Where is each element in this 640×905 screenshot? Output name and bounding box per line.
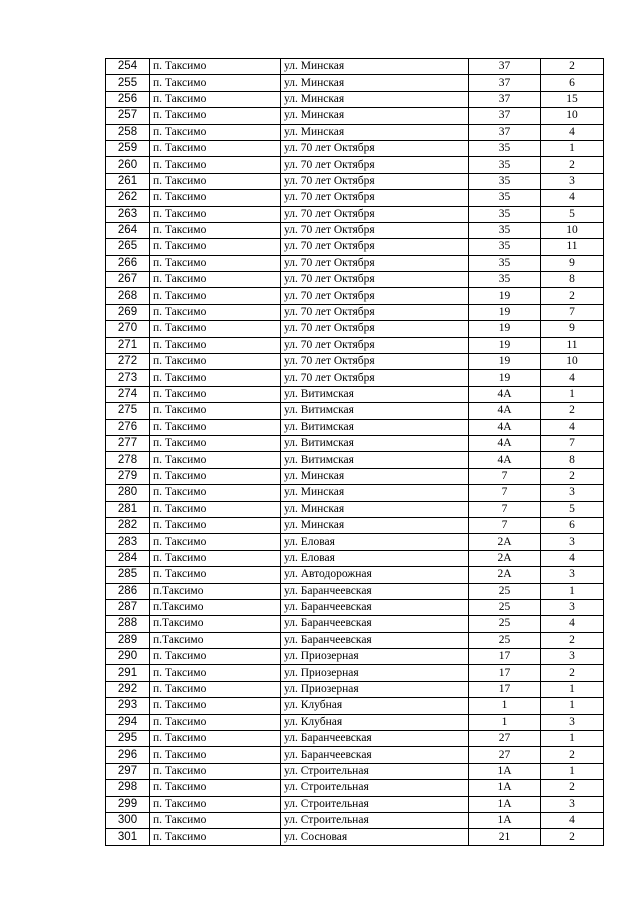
row-number-cell: 281 xyxy=(106,501,150,517)
table-row xyxy=(106,108,604,124)
apartment-number-cell: 6 xyxy=(541,75,604,91)
settlement-cell: п. Таксимо xyxy=(150,386,281,402)
apartment-number-cell: 8 xyxy=(541,452,604,468)
table-row xyxy=(106,501,604,517)
table-row xyxy=(106,747,604,763)
house-number-cell: 35 xyxy=(469,222,541,238)
house-number-cell: 17 xyxy=(469,681,541,697)
street-cell: ул. Приозерная xyxy=(281,681,469,697)
house-number-cell: 19 xyxy=(469,304,541,320)
row-number-cell: 256 xyxy=(106,91,150,107)
house-number-cell: 19 xyxy=(469,321,541,337)
row-number-cell: 286 xyxy=(106,583,150,599)
street-cell: ул. Минская xyxy=(281,91,469,107)
house-number-cell: 2А xyxy=(469,550,541,566)
row-number-cell: 260 xyxy=(106,157,150,173)
settlement-cell: п. Таксимо xyxy=(150,747,281,763)
apartment-number-cell: 7 xyxy=(541,304,604,320)
apartment-number-cell: 3 xyxy=(541,485,604,501)
row-number-cell: 273 xyxy=(106,370,150,386)
settlement-cell: п. Таксимо xyxy=(150,288,281,304)
row-number-cell: 264 xyxy=(106,222,150,238)
settlement-cell: п. Таксимо xyxy=(150,567,281,583)
row-number-cell: 301 xyxy=(106,829,150,845)
apartment-number-cell: 7 xyxy=(541,435,604,451)
settlement-cell: п.Таксимо xyxy=(150,616,281,632)
row-number-cell: 262 xyxy=(106,190,150,206)
house-number-cell: 25 xyxy=(469,599,541,615)
settlement-cell: п.Таксимо xyxy=(150,599,281,615)
table-row xyxy=(106,616,604,632)
apartment-number-cell: 2 xyxy=(541,665,604,681)
row-number-cell: 300 xyxy=(106,812,150,828)
table-row xyxy=(106,583,604,599)
settlement-cell: п. Таксимо xyxy=(150,321,281,337)
apartment-number-cell: 2 xyxy=(541,780,604,796)
settlement-cell: п. Таксимо xyxy=(150,485,281,501)
apartment-number-cell: 3 xyxy=(541,567,604,583)
table-row xyxy=(106,435,604,451)
table-row xyxy=(106,304,604,320)
table-row xyxy=(106,386,604,402)
settlement-cell: п. Таксимо xyxy=(150,550,281,566)
row-number-cell: 280 xyxy=(106,485,150,501)
street-cell: ул. Еловая xyxy=(281,550,469,566)
house-number-cell: 25 xyxy=(469,632,541,648)
apartment-number-cell: 11 xyxy=(541,337,604,353)
table-row xyxy=(106,632,604,648)
street-cell: ул. 70 лет Октября xyxy=(281,157,469,173)
row-number-cell: 285 xyxy=(106,567,150,583)
settlement-cell: п. Таксимо xyxy=(150,272,281,288)
row-number-cell: 295 xyxy=(106,731,150,747)
apartment-number-cell: 1 xyxy=(541,731,604,747)
settlement-cell: п. Таксимо xyxy=(150,649,281,665)
street-cell: ул. Минская xyxy=(281,75,469,91)
apartment-number-cell: 10 xyxy=(541,222,604,238)
street-cell: ул. 70 лет Октября xyxy=(281,304,469,320)
apartment-number-cell: 5 xyxy=(541,501,604,517)
street-cell: ул. Витимская xyxy=(281,403,469,419)
table-row xyxy=(106,731,604,747)
street-cell: ул. Баранчеевская xyxy=(281,747,469,763)
row-number-cell: 279 xyxy=(106,468,150,484)
settlement-cell: п. Таксимо xyxy=(150,468,281,484)
row-number-cell: 292 xyxy=(106,681,150,697)
street-cell: ул. 70 лет Октября xyxy=(281,140,469,156)
settlement-cell: п. Таксимо xyxy=(150,501,281,517)
table-row xyxy=(106,337,604,353)
apartment-number-cell: 1 xyxy=(541,698,604,714)
street-cell: ул. 70 лет Октября xyxy=(281,321,469,337)
table-row xyxy=(106,190,604,206)
street-cell: ул. Клубная xyxy=(281,698,469,714)
house-number-cell: 19 xyxy=(469,370,541,386)
street-cell: ул. Строительная xyxy=(281,812,469,828)
row-number-cell: 255 xyxy=(106,75,150,91)
table-row xyxy=(106,157,604,173)
row-number-cell: 298 xyxy=(106,780,150,796)
settlement-cell: п. Таксимо xyxy=(150,714,281,730)
street-cell: ул. Минская xyxy=(281,468,469,484)
house-number-cell: 17 xyxy=(469,665,541,681)
house-number-cell: 37 xyxy=(469,124,541,140)
settlement-cell: п. Таксимо xyxy=(150,403,281,419)
apartment-number-cell: 5 xyxy=(541,206,604,222)
house-number-cell: 1А xyxy=(469,763,541,779)
table-row xyxy=(106,698,604,714)
house-number-cell: 35 xyxy=(469,272,541,288)
table-row xyxy=(106,321,604,337)
street-cell: ул. 70 лет Октября xyxy=(281,222,469,238)
settlement-cell: п. Таксимо xyxy=(150,190,281,206)
apartment-number-cell: 8 xyxy=(541,272,604,288)
house-number-cell: 7 xyxy=(469,468,541,484)
apartment-number-cell: 2 xyxy=(541,288,604,304)
house-number-cell: 19 xyxy=(469,354,541,370)
house-number-cell: 19 xyxy=(469,337,541,353)
row-number-cell: 268 xyxy=(106,288,150,304)
apartment-number-cell: 1 xyxy=(541,763,604,779)
row-number-cell: 288 xyxy=(106,616,150,632)
settlement-cell: п. Таксимо xyxy=(150,763,281,779)
apartment-number-cell: 3 xyxy=(541,649,604,665)
street-cell: ул. Сосновая xyxy=(281,829,469,845)
table-row xyxy=(106,140,604,156)
street-cell: ул. Минская xyxy=(281,108,469,124)
settlement-cell: п. Таксимо xyxy=(150,222,281,238)
street-cell: ул. 70 лет Октября xyxy=(281,173,469,189)
house-number-cell: 7 xyxy=(469,485,541,501)
row-number-cell: 283 xyxy=(106,534,150,550)
street-cell: ул. Приозерная xyxy=(281,649,469,665)
settlement-cell: п. Таксимо xyxy=(150,124,281,140)
house-number-cell: 35 xyxy=(469,157,541,173)
row-number-cell: 258 xyxy=(106,124,150,140)
row-number-cell: 274 xyxy=(106,386,150,402)
apartment-number-cell: 1 xyxy=(541,140,604,156)
street-cell: ул. Баранчеевская xyxy=(281,599,469,615)
row-number-cell: 290 xyxy=(106,649,150,665)
street-cell: ул. 70 лет Октября xyxy=(281,337,469,353)
house-number-cell: 17 xyxy=(469,649,541,665)
table-row xyxy=(106,419,604,435)
house-number-cell: 25 xyxy=(469,616,541,632)
address-table-body xyxy=(106,59,604,846)
apartment-number-cell: 11 xyxy=(541,239,604,255)
apartment-number-cell: 4 xyxy=(541,370,604,386)
house-number-cell: 4А xyxy=(469,435,541,451)
row-number-cell: 293 xyxy=(106,698,150,714)
street-cell: ул. Баранчеевская xyxy=(281,616,469,632)
table-row xyxy=(106,370,604,386)
street-cell: ул. 70 лет Октября xyxy=(281,239,469,255)
street-cell: ул. Еловая xyxy=(281,534,469,550)
street-cell: ул. Минская xyxy=(281,59,469,75)
apartment-number-cell: 10 xyxy=(541,108,604,124)
row-number-cell: 296 xyxy=(106,747,150,763)
row-number-cell: 257 xyxy=(106,108,150,124)
house-number-cell: 35 xyxy=(469,173,541,189)
settlement-cell: п. Таксимо xyxy=(150,157,281,173)
house-number-cell: 37 xyxy=(469,108,541,124)
settlement-cell: п. Таксимо xyxy=(150,304,281,320)
street-cell: ул. Витимская xyxy=(281,435,469,451)
street-cell: ул. Баранчеевская xyxy=(281,632,469,648)
table-row xyxy=(106,272,604,288)
table-row xyxy=(106,534,604,550)
street-cell: ул. 70 лет Октября xyxy=(281,354,469,370)
street-cell: ул. 70 лет Октября xyxy=(281,206,469,222)
house-number-cell: 35 xyxy=(469,239,541,255)
house-number-cell: 7 xyxy=(469,517,541,533)
row-number-cell: 271 xyxy=(106,337,150,353)
settlement-cell: п. Таксимо xyxy=(150,780,281,796)
house-number-cell: 35 xyxy=(469,190,541,206)
table-row xyxy=(106,763,604,779)
settlement-cell: п. Таксимо xyxy=(150,812,281,828)
house-number-cell: 21 xyxy=(469,829,541,845)
house-number-cell: 1А xyxy=(469,796,541,812)
table-row xyxy=(106,403,604,419)
apartment-number-cell: 2 xyxy=(541,157,604,173)
settlement-cell: п. Таксимо xyxy=(150,108,281,124)
row-number-cell: 294 xyxy=(106,714,150,730)
row-number-cell: 254 xyxy=(106,59,150,75)
table-row xyxy=(106,222,604,238)
table-row xyxy=(106,124,604,140)
row-number-cell: 270 xyxy=(106,321,150,337)
settlement-cell: п. Таксимо xyxy=(150,534,281,550)
table-row xyxy=(106,796,604,812)
apartment-number-cell: 3 xyxy=(541,796,604,812)
apartment-number-cell: 4 xyxy=(541,419,604,435)
street-cell: ул. Минская xyxy=(281,485,469,501)
apartment-number-cell: 3 xyxy=(541,599,604,615)
house-number-cell: 2А xyxy=(469,534,541,550)
table-row xyxy=(106,485,604,501)
apartment-number-cell: 2 xyxy=(541,632,604,648)
row-number-cell: 291 xyxy=(106,665,150,681)
house-number-cell: 1А xyxy=(469,812,541,828)
row-number-cell: 289 xyxy=(106,632,150,648)
house-number-cell: 7 xyxy=(469,501,541,517)
apartment-number-cell: 3 xyxy=(541,173,604,189)
street-cell: ул. 70 лет Октября xyxy=(281,190,469,206)
settlement-cell: п. Таксимо xyxy=(150,829,281,845)
house-number-cell: 27 xyxy=(469,747,541,763)
row-number-cell: 282 xyxy=(106,517,150,533)
apartment-number-cell: 10 xyxy=(541,354,604,370)
settlement-cell: п. Таксимо xyxy=(150,698,281,714)
settlement-cell: п. Таксимо xyxy=(150,435,281,451)
apartment-number-cell: 9 xyxy=(541,255,604,271)
table-row xyxy=(106,649,604,665)
settlement-cell: п. Таксимо xyxy=(150,681,281,697)
table-row xyxy=(106,517,604,533)
apartment-number-cell: 9 xyxy=(541,321,604,337)
house-number-cell: 4А xyxy=(469,452,541,468)
table-row xyxy=(106,59,604,75)
settlement-cell: п. Таксимо xyxy=(150,370,281,386)
table-row xyxy=(106,288,604,304)
street-cell: ул. Баранчеевская xyxy=(281,731,469,747)
table-row xyxy=(106,829,604,845)
street-cell: ул. 70 лет Октября xyxy=(281,288,469,304)
settlement-cell: п. Таксимо xyxy=(150,239,281,255)
house-number-cell: 1А xyxy=(469,780,541,796)
street-cell: ул. Витимская xyxy=(281,386,469,402)
street-cell: ул. Минская xyxy=(281,124,469,140)
row-number-cell: 275 xyxy=(106,403,150,419)
apartment-number-cell: 4 xyxy=(541,124,604,140)
table-row xyxy=(106,354,604,370)
table-row xyxy=(106,239,604,255)
apartment-number-cell: 1 xyxy=(541,583,604,599)
apartment-number-cell: 3 xyxy=(541,534,604,550)
apartment-number-cell: 3 xyxy=(541,714,604,730)
house-number-cell: 25 xyxy=(469,583,541,599)
settlement-cell: п. Таксимо xyxy=(150,75,281,91)
settlement-cell: п. Таксимо xyxy=(150,206,281,222)
row-number-cell: 269 xyxy=(106,304,150,320)
table-row xyxy=(106,452,604,468)
settlement-cell: п. Таксимо xyxy=(150,419,281,435)
row-number-cell: 265 xyxy=(106,239,150,255)
table-row xyxy=(106,665,604,681)
apartment-number-cell: 4 xyxy=(541,812,604,828)
table-row xyxy=(106,714,604,730)
apartment-number-cell: 1 xyxy=(541,681,604,697)
table-row xyxy=(106,91,604,107)
apartment-number-cell: 2 xyxy=(541,829,604,845)
street-cell: ул. Минская xyxy=(281,501,469,517)
settlement-cell: п. Таксимо xyxy=(150,731,281,747)
apartment-number-cell: 4 xyxy=(541,616,604,632)
street-cell: ул. Витимская xyxy=(281,419,469,435)
table-row xyxy=(106,550,604,566)
table-row xyxy=(106,468,604,484)
settlement-cell: п. Таксимо xyxy=(150,796,281,812)
street-cell: ул. Строительная xyxy=(281,763,469,779)
table-row xyxy=(106,780,604,796)
settlement-cell: п. Таксимо xyxy=(150,665,281,681)
house-number-cell: 27 xyxy=(469,731,541,747)
house-number-cell: 4А xyxy=(469,419,541,435)
address-table xyxy=(105,58,604,846)
row-number-cell: 263 xyxy=(106,206,150,222)
house-number-cell: 37 xyxy=(469,59,541,75)
row-number-cell: 276 xyxy=(106,419,150,435)
apartment-number-cell: 2 xyxy=(541,59,604,75)
row-number-cell: 261 xyxy=(106,173,150,189)
row-number-cell: 297 xyxy=(106,763,150,779)
row-number-cell: 272 xyxy=(106,354,150,370)
settlement-cell: п. Таксимо xyxy=(150,255,281,271)
apartment-number-cell: 2 xyxy=(541,468,604,484)
settlement-cell: п. Таксимо xyxy=(150,59,281,75)
street-cell: ул. 70 лет Октября xyxy=(281,255,469,271)
street-cell: ул. Строительная xyxy=(281,796,469,812)
apartment-number-cell: 6 xyxy=(541,517,604,533)
settlement-cell: п. Таксимо xyxy=(150,91,281,107)
row-number-cell: 267 xyxy=(106,272,150,288)
house-number-cell: 35 xyxy=(469,255,541,271)
settlement-cell: п. Таксимо xyxy=(150,173,281,189)
house-number-cell: 37 xyxy=(469,75,541,91)
apartment-number-cell: 4 xyxy=(541,190,604,206)
settlement-cell: п. Таксимо xyxy=(150,140,281,156)
table-row xyxy=(106,681,604,697)
row-number-cell: 287 xyxy=(106,599,150,615)
table-row xyxy=(106,173,604,189)
table-row xyxy=(106,812,604,828)
house-number-cell: 1 xyxy=(469,698,541,714)
row-number-cell: 266 xyxy=(106,255,150,271)
settlement-cell: п.Таксимо xyxy=(150,583,281,599)
table-row xyxy=(106,75,604,91)
settlement-cell: п. Таксимо xyxy=(150,337,281,353)
street-cell: ул. Приозерная xyxy=(281,665,469,681)
settlement-cell: п. Таксимо xyxy=(150,517,281,533)
apartment-number-cell: 2 xyxy=(541,747,604,763)
house-number-cell: 37 xyxy=(469,91,541,107)
street-cell: ул. Строительная xyxy=(281,780,469,796)
house-number-cell: 4А xyxy=(469,386,541,402)
settlement-cell: п.Таксимо xyxy=(150,632,281,648)
street-cell: ул. Витимская xyxy=(281,452,469,468)
street-cell: ул. Баранчеевская xyxy=(281,583,469,599)
house-number-cell: 19 xyxy=(469,288,541,304)
street-cell: ул. 70 лет Октября xyxy=(281,370,469,386)
street-cell: ул. Автодорожная xyxy=(281,567,469,583)
row-number-cell: 259 xyxy=(106,140,150,156)
table-row xyxy=(106,206,604,222)
table-row xyxy=(106,255,604,271)
settlement-cell: п. Таксимо xyxy=(150,354,281,370)
row-number-cell: 277 xyxy=(106,435,150,451)
row-number-cell: 278 xyxy=(106,452,150,468)
house-number-cell: 35 xyxy=(469,140,541,156)
apartment-number-cell: 4 xyxy=(541,550,604,566)
house-number-cell: 4А xyxy=(469,403,541,419)
table-row xyxy=(106,567,604,583)
house-number-cell: 1 xyxy=(469,714,541,730)
settlement-cell: п. Таксимо xyxy=(150,452,281,468)
apartment-number-cell: 2 xyxy=(541,403,604,419)
apartment-number-cell: 15 xyxy=(541,91,604,107)
house-number-cell: 2А xyxy=(469,567,541,583)
house-number-cell: 35 xyxy=(469,206,541,222)
street-cell: ул. 70 лет Октября xyxy=(281,272,469,288)
street-cell: ул. Клубная xyxy=(281,714,469,730)
street-cell: ул. Минская xyxy=(281,517,469,533)
row-number-cell: 299 xyxy=(106,796,150,812)
row-number-cell: 284 xyxy=(106,550,150,566)
table-row xyxy=(106,599,604,615)
apartment-number-cell: 1 xyxy=(541,386,604,402)
